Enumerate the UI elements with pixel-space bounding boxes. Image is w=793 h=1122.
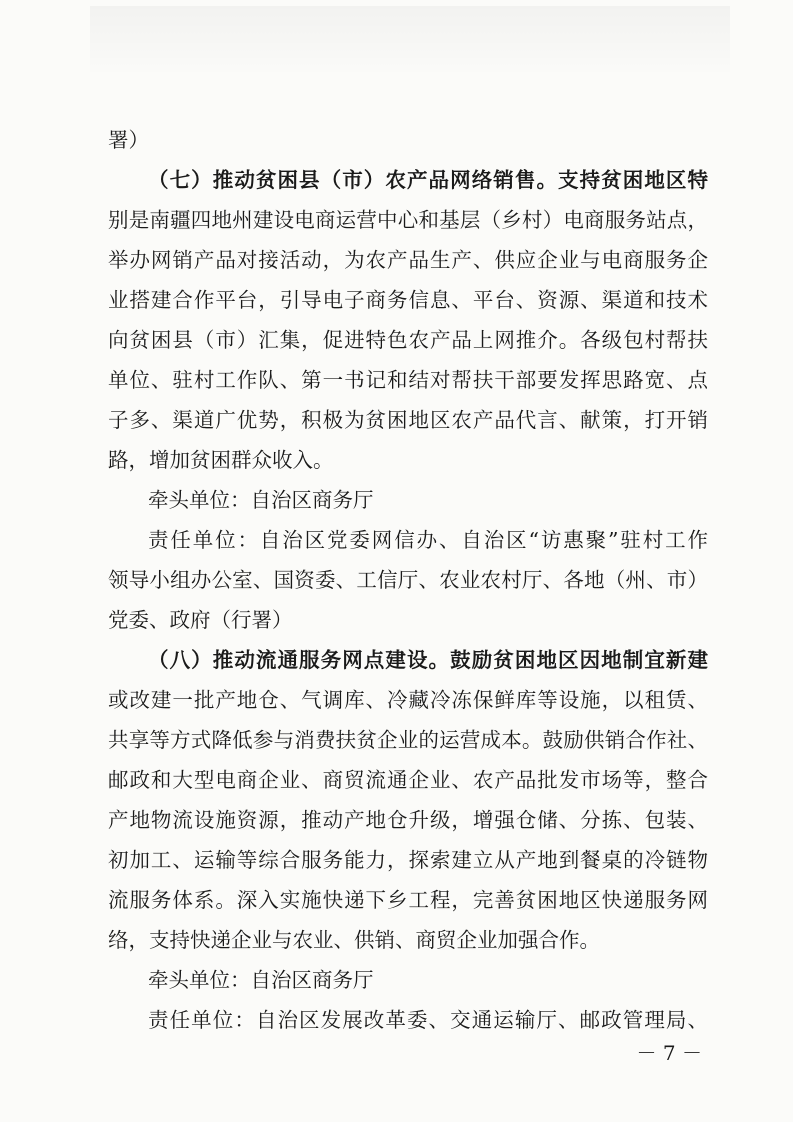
text-line-9: 路，增加贫困群众收入。 [108,448,334,472]
responsible-unit-line-1: 责任单位：自治区党委网信办、自治区“访惠聚”驻村工作 [148,528,708,552]
text-line-13: 党委、政府（行署） [108,608,293,632]
section-8-heading-line: （八）推动流通服务网点建设。鼓励贫困地区因地制宜新建 [148,648,708,672]
text-line-6: 向贫困县（市）汇集，促进特色农产品上网推介。各级包村帮扶 [108,328,708,352]
text-line-21: 络，支持快递企业与农业、供销、商贸企业加强合作。 [108,928,600,952]
responsible-unit-line-2: 责任单位：自治区发展改革委、交通运输厅、邮政管理局、 [148,1008,708,1032]
text-line-17: 邮政和大型电商企业、商贸流通企业、农产品批发市场等，整合 [108,768,708,792]
text-line-15: 或改建一批产地仓、气调库、冷藏冷冻保鲜库等设施，以租赁、 [108,688,708,712]
text-line-7: 单位、驻村工作队、第一书记和结对帮扶干部要发挥思路宽、点 [108,368,708,392]
lead-unit-line-2: 牵头单位：自治区商务厅 [148,968,374,992]
text-line-18: 产地物流设施资源，推动产地仓升级，增强仓储、分拣、包装、 [108,808,708,832]
text-line-8: 子多、渠道广优势，积极为贫困地区农产品代言、献策，打开销 [108,408,708,432]
text-line-3: 别是南疆四地州建设电商运营中心和基层（乡村）电商服务站点， [108,208,708,232]
text-line-16: 共享等方式降低参与消费扶贫企业的运营成本。鼓励供销合作社、 [108,728,708,752]
text-line-4: 举办网销产品对接活动，为农产品生产、供应企业与电商服务企 [108,248,708,272]
text-line-12: 领导小组办公室、国资委、工信厅、农业农村厅、各地（州、市） [108,568,708,592]
bleed-through-shading [90,6,730,76]
text-line-1: 署） [108,128,149,152]
text-line-5: 业搭建合作平台，引导电子商务信息、平台、资源、渠道和技术 [108,288,708,312]
lead-unit-line-1: 牵头单位：自治区商务厅 [148,488,374,512]
section-7-heading-line: （七）推动贫困县（市）农产品网络销售。支持贫困地区特 [148,168,708,192]
text-line-19: 初加工、运输等综合服务能力，探索建立从产地到餐桌的冷链物 [108,848,708,872]
text-line-20: 流服务体系。深入实施快递下乡工程，完善贫困地区快递服务网 [108,888,708,912]
page-number: － 7 － [636,1041,702,1065]
